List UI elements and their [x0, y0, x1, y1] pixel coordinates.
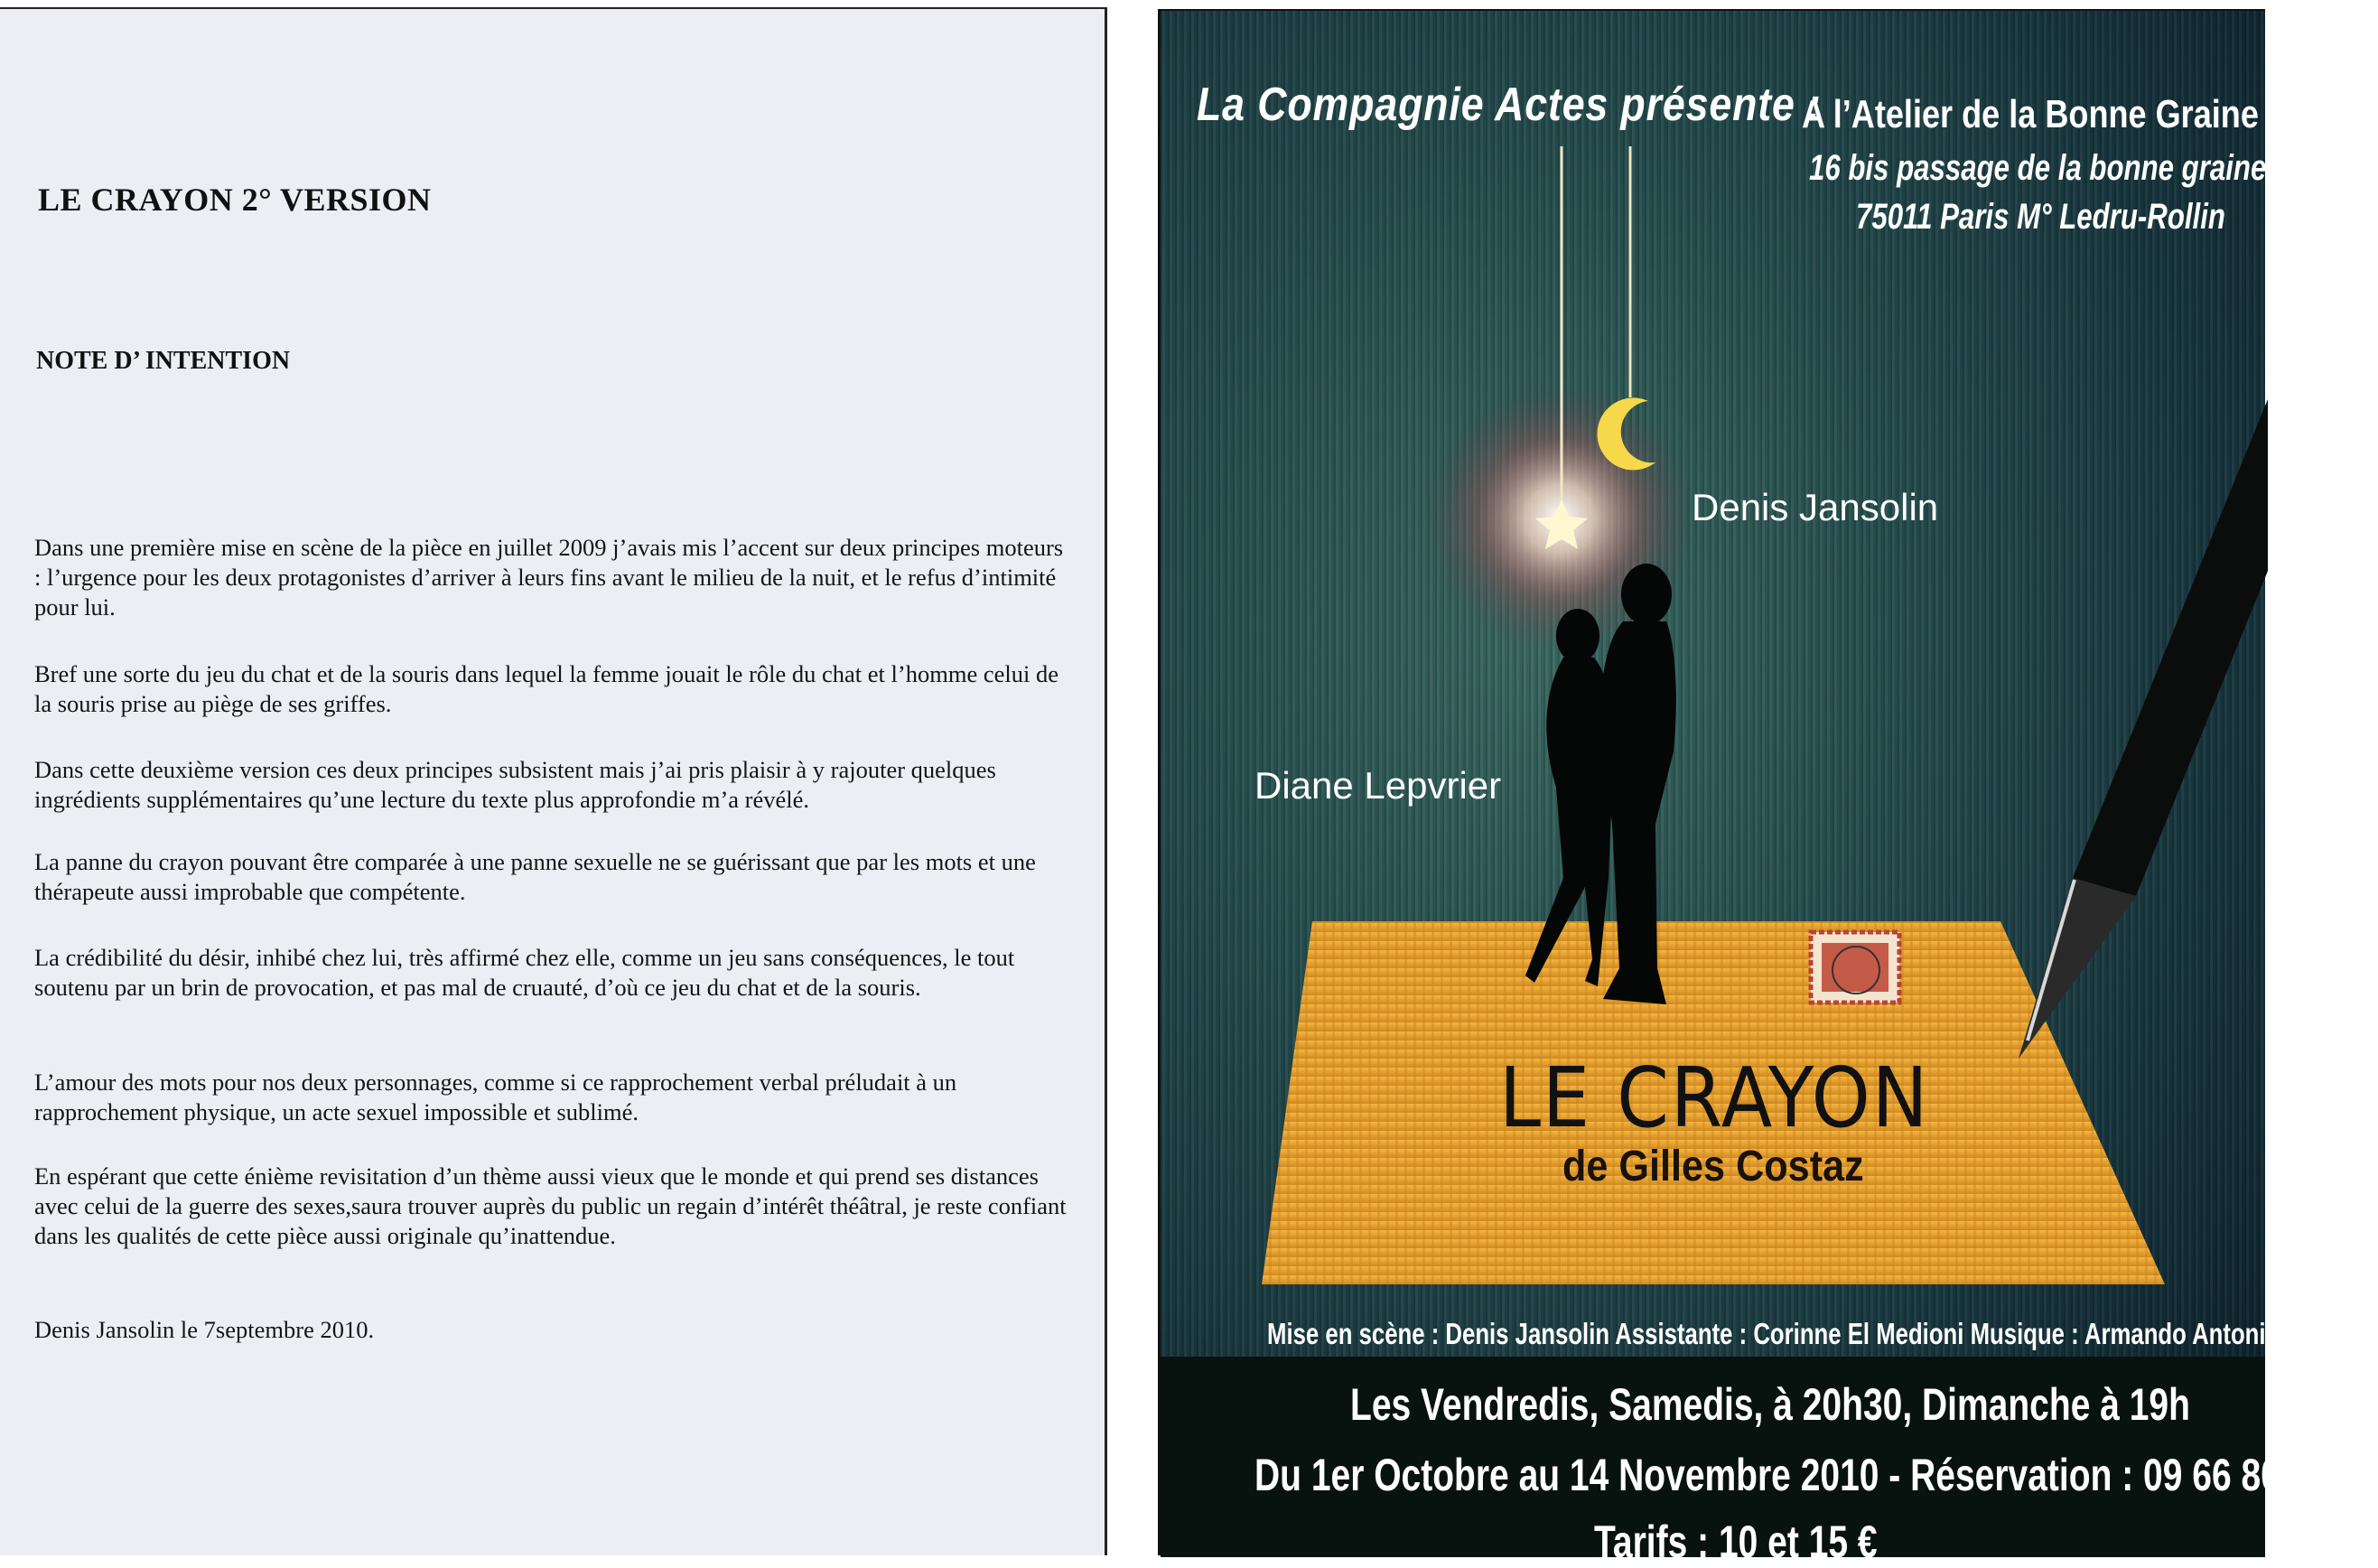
paragraph-6: L’amour des mots pour nos deux personnages, comme si ce rapprochement verbal préludait à un rapprochement physique, un acte sexuel impossible et sublimé.	[34, 1069, 957, 1125]
actor-name-2: Diane Lepvrier	[1254, 764, 1502, 807]
performance-schedule: Les Vendredis, Samedis, à 20h30, Dimanche à 19h	[1350, 1379, 2190, 1430]
fountain-pen-icon	[2019, 399, 2268, 1059]
production-credits: Mise en scène : Denis Jansolin Assistante : Corinne El Medioni Musique : Armando Antonioli	[1267, 1317, 2293, 1350]
document-title: LE CRAYON 2° VERSION	[38, 182, 432, 218]
note-page	[0, 7, 1107, 1555]
paragraph-4: La panne du crayon pouvant être comparée à une panne sexuelle ne se guérissant que par les mots et une thérapeute aussi improbable que compétente.	[34, 848, 1036, 905]
venue-address-line2: 75011 Paris M° Ledru-Rollin	[1856, 197, 2225, 237]
paragraph-1: Dans une première mise en scène de la pièce en juillet 2009 j’avais mis l’accent sur deux principes moteurs : l’urgence pour les deux protagonistes d’arriver à leurs fins avant le milieu de la nuit, et le refus d’intimité pour lui.	[34, 534, 1064, 621]
actor-name-1: Denis Jansolin	[1692, 486, 1939, 528]
postage-stamp-icon	[1811, 932, 1899, 1003]
paragraph-2: Bref une sorte du jeu du chat et de la souris dans lequel la femme jouait le rôle du chat et l’homme celui de la souris prise au piège de ses griffes.	[34, 660, 1058, 717]
page-gutter	[1107, 0, 1158, 1555]
theatre-poster	[1158, 9, 2378, 1567]
venue-address-line1: 16 bis passage de la bonne graine	[1809, 148, 2267, 188]
signature-line: Denis Jansolin le 7septembre 2010.	[34, 1316, 375, 1343]
section-heading: NOTE D’ INTENTION	[36, 347, 291, 375]
paragraph-3: Dans cette deuxième version ces deux principes subsistent mais j’ai pris plaisir à y rajouter quelques ingrédients supplémentaires qu’une lecture du texte plus approfondie m’a révélé.	[34, 756, 996, 813]
play-author: de Gilles Costaz	[1562, 1143, 1864, 1190]
paragraph-5: La crédibilité du désir, inhibé chez lui, très affirmé chez elle, comme un jeu sans conséquences, le tout soutenu par un brin de provocation, et pas mal de cruauté, d’où ce jeu du chat et de la souris.	[34, 944, 1015, 1001]
play-title: LE CRAYON	[1499, 1050, 1930, 1146]
paragraph-7: En espérant que cette énième revisitation d’un thème aussi vieux que le monde et qui prend ses distances avec celui de la guerre des sexes,saura trouver auprès du public un regain d’intérêt théâtral, je reste confiant dans les qualités de cette pièce aussi originale qu’inattendue.	[34, 1162, 1067, 1249]
company-presents: La Compagnie Actes présente :	[1197, 79, 1822, 131]
venue-name: A l’Atelier de la Bonne Graine	[1802, 92, 2259, 136]
ticket-prices: Tarifs : 10 et 15 €	[1594, 1517, 1878, 1567]
run-dates-reservation: Du 1er Octobre au 14 Novembre 2010 - Réservation : 09 66 80 79 42	[1254, 1450, 2378, 1500]
